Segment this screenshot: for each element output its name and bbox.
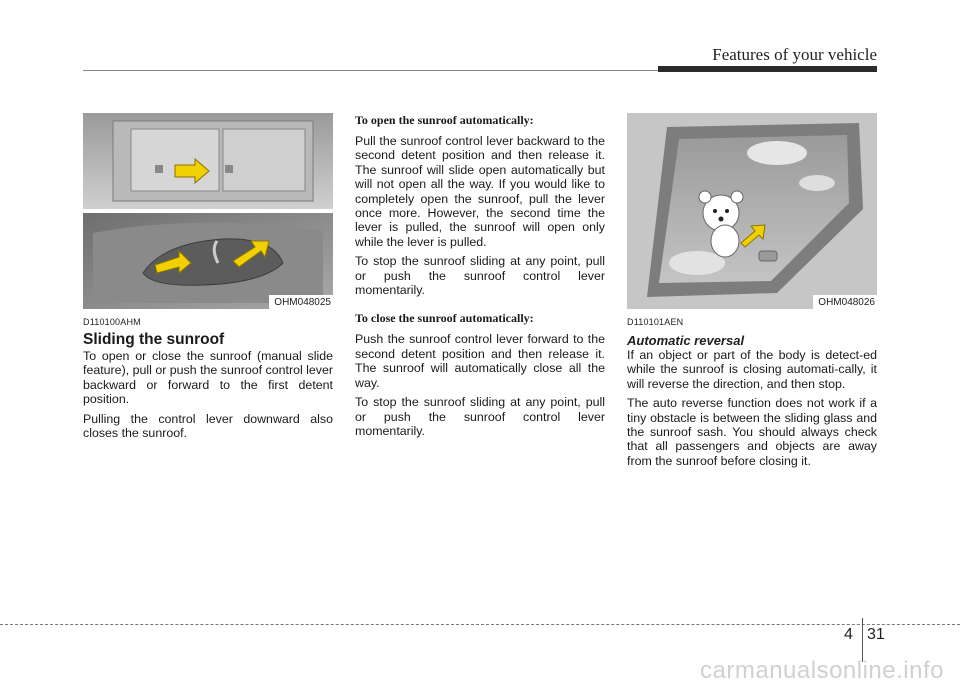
footer-divider bbox=[862, 618, 863, 662]
close-subheading: To close the sunroof automatically: bbox=[355, 311, 534, 326]
open-subheading: To open the sunroof automatically: bbox=[355, 113, 534, 127]
sunroof-reversal-illustration bbox=[627, 113, 877, 309]
paragraph: Pulling the control lever downward also closes the sunroof. bbox=[83, 411, 333, 441]
header-rule-accent bbox=[658, 66, 877, 72]
sunroof-reversal-figure bbox=[627, 113, 877, 309]
section-heading: Sliding the sunroof bbox=[83, 331, 225, 348]
paragraph: To stop the sunroof sliding at any point, pull or push the sunroof control lever momentarily. bbox=[355, 254, 605, 298]
section-code: D110101AEN bbox=[627, 317, 684, 327]
paragraph: To open or close the sunroof (manual slide feature), pull or push the sunroof control lever backward or forward to the first detent position. bbox=[83, 349, 334, 407]
middle-column bbox=[355, 113, 605, 443]
figure-code: OHM048025 bbox=[269, 295, 333, 309]
sunroof-lever-illustration bbox=[83, 113, 333, 309]
footer-rule bbox=[0, 624, 960, 625]
figure-code: OHM048026 bbox=[813, 295, 877, 309]
sunroof-lever-figure bbox=[83, 113, 333, 309]
section-heading: Automatic reversal bbox=[627, 333, 745, 348]
paragraph: If an object or part of the body is detect-ed while the sunroof is closing automati-cally, it will reverse the direction, and then stop. bbox=[627, 348, 877, 391]
watermark: carmanualsonline.info bbox=[700, 657, 944, 684]
section-code: D110100AHM bbox=[83, 317, 141, 327]
page-number: 31 bbox=[867, 626, 885, 643]
paragraph: Push the sunroof control lever forward to the second detent position and then release it. The sunroof will automatically close all the way. bbox=[355, 332, 605, 390]
paragraph: To stop the sunroof sliding at any point, pull or push the sunroof control lever momentarily. bbox=[355, 395, 605, 438]
header-title: Features of your vehicle bbox=[712, 45, 877, 64]
chapter-number: 4 bbox=[844, 626, 853, 643]
right-column bbox=[627, 113, 877, 473]
paragraph: The auto reverse function does not work if a tiny obstacle is between the sliding glass and the sunroof sash. You should always check that all passengers and objects are away from the sunroof before closing it. bbox=[627, 396, 877, 468]
left-column bbox=[83, 113, 333, 445]
paragraph: Pull the sunroof control lever backward to the second detent position and then release it. The sunroof will slide open automatically but will not open all the way. If you would like to completely open the sunroof, pull the lever once more. However, the second time the lever is pulled, the sunroof will open only while the lever is pulled. bbox=[355, 134, 605, 249]
